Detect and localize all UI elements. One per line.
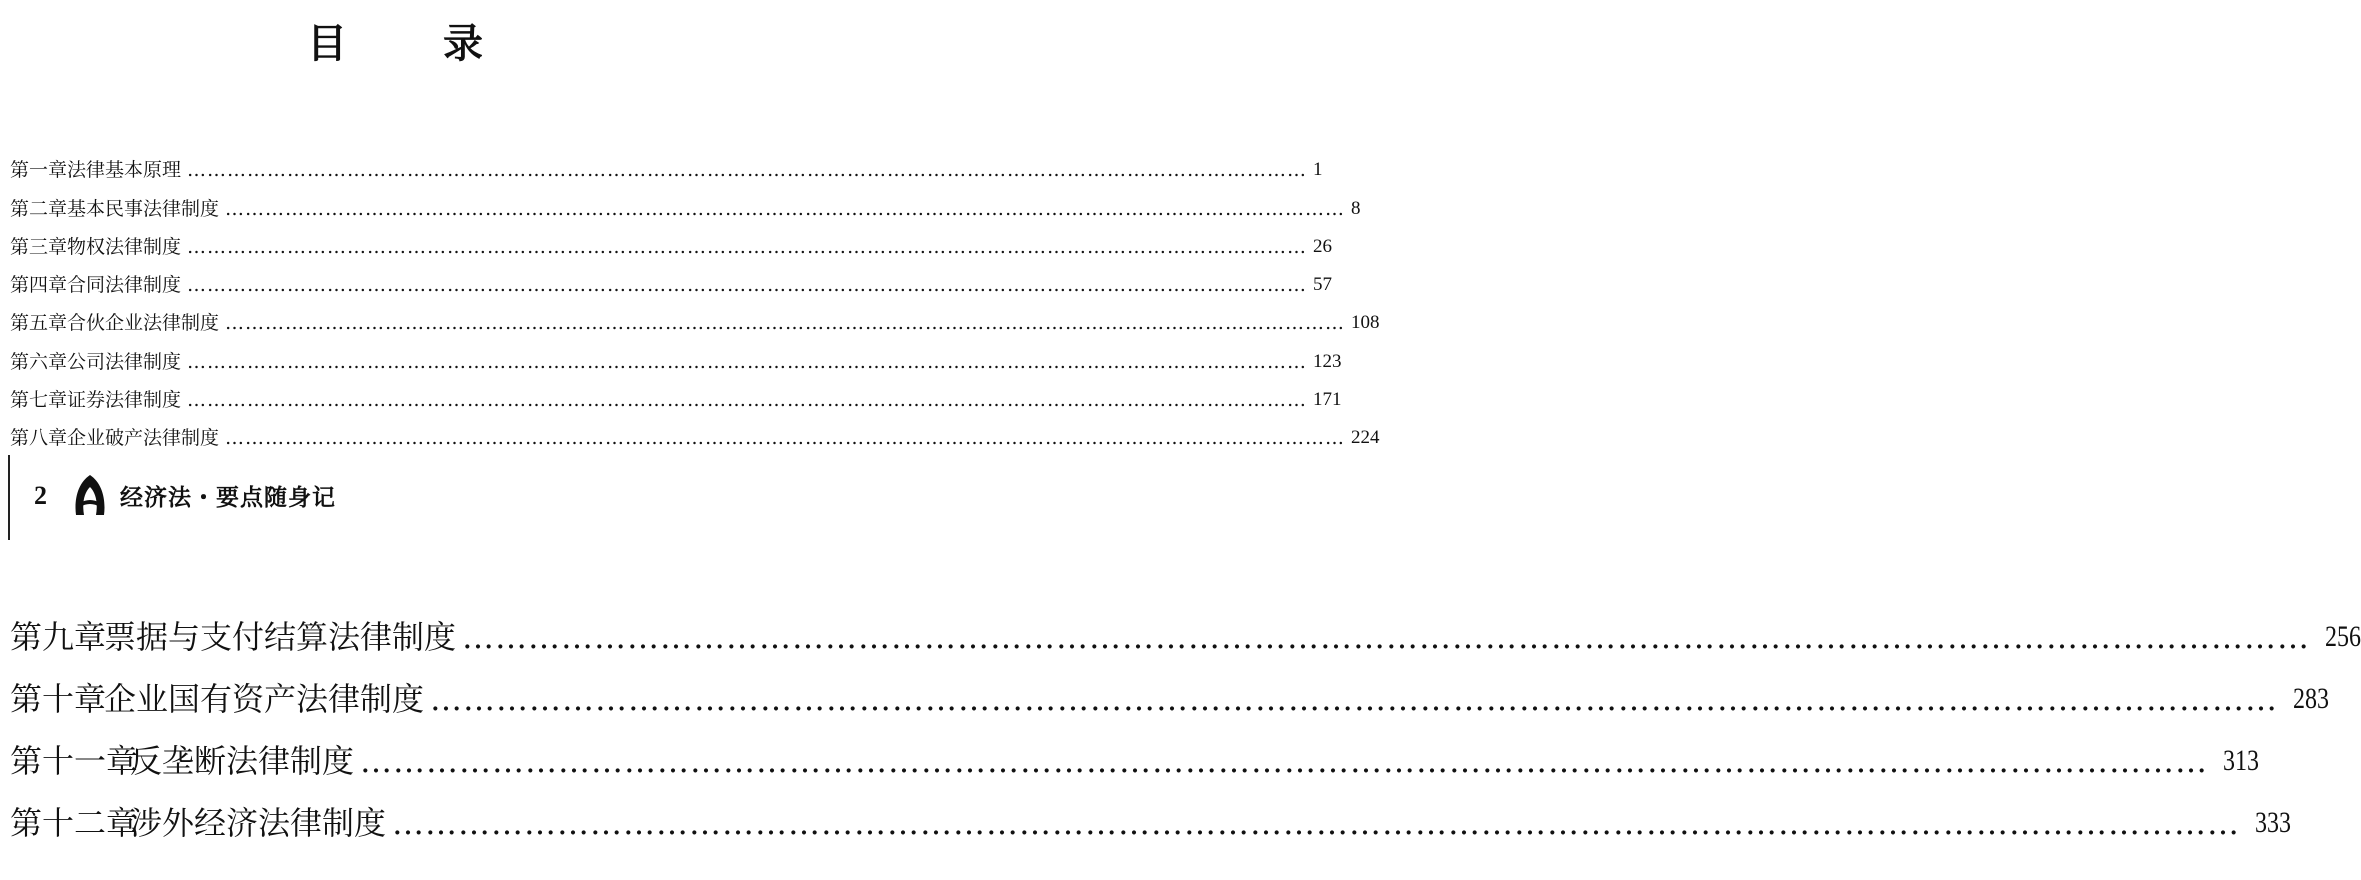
chapter-title: 证券法律制度 xyxy=(67,389,182,412)
leader-dots: …………………………………………………………………………………………………………………………………………………… xyxy=(462,618,2311,656)
header-page-number: 2 xyxy=(34,481,47,510)
toc-entry[interactable] xyxy=(10,412,1380,450)
chapter-number: 第二章 xyxy=(10,197,68,220)
chapter-number: 第九章 xyxy=(10,618,107,656)
leader-dots: …………………………………………………………………………………………………………………………………………………… xyxy=(187,389,1308,412)
toc-entry[interactable] xyxy=(10,259,1333,297)
page-number: 8 xyxy=(1351,197,1361,219)
chapter-number: 第十一章 xyxy=(10,742,139,780)
chapter-title: 企业破产法律制度 xyxy=(67,427,220,450)
leader-dots: …………………………………………………………………………………………………………………………………………………… xyxy=(225,427,1346,450)
chapter-number: 第五章 xyxy=(10,312,68,335)
leader-dots: …………………………………………………………………………………………………………………………………………………… xyxy=(430,680,2279,718)
running-header xyxy=(8,455,408,540)
chapter-title: 基本民事法律制度 xyxy=(67,197,220,220)
page-number: 57 xyxy=(1313,274,1333,296)
toc-list-top xyxy=(10,144,1380,450)
chapter-title: 公司法律制度 xyxy=(67,350,182,373)
toc-entry[interactable] xyxy=(10,335,1342,373)
chapter-number: 第三章 xyxy=(10,235,68,258)
leader-dots: …………………………………………………………………………………………………………………………………………………… xyxy=(360,742,2209,780)
leader-dots: …………………………………………………………………………………………………………………………………………………… xyxy=(225,197,1346,220)
chapter-title: 涉外经济法律制度 xyxy=(130,804,387,842)
leader-dots: …………………………………………………………………………………………………………………………………………………… xyxy=(187,274,1308,297)
page-number: 333 xyxy=(2255,806,2292,839)
toc-entry[interactable] xyxy=(10,781,2292,843)
chapter-title: 合同法律制度 xyxy=(67,274,182,297)
chapter-title: 票据与支付结算法律制度 xyxy=(104,618,457,656)
leader-dots: …………………………………………………………………………………………………………………………………………………… xyxy=(187,159,1308,182)
chapter-title: 法律基本原理 xyxy=(67,159,182,182)
chapter-number: 第六章 xyxy=(10,350,68,373)
toc-entry[interactable] xyxy=(10,221,1333,259)
toc-entry[interactable] xyxy=(10,719,2260,781)
toc-entry[interactable] xyxy=(10,657,2330,719)
chapter-number: 第八章 xyxy=(10,427,68,450)
title-char-1: 目 xyxy=(307,20,347,67)
toc-entry[interactable] xyxy=(10,595,2361,657)
page-number: 108 xyxy=(1351,312,1380,334)
leader-dots: …………………………………………………………………………………………………………………………………………………… xyxy=(225,312,1346,335)
leader-dots: …………………………………………………………………………………………………………………………………………………… xyxy=(392,804,2241,842)
chapter-number: 第十二章 xyxy=(10,804,139,842)
page-title xyxy=(0,20,790,68)
toc-list-bottom xyxy=(10,595,2361,843)
chapter-title: 物权法律制度 xyxy=(67,235,182,258)
chapter-number: 第一章 xyxy=(10,159,68,182)
header-rule xyxy=(8,455,10,540)
chapter-title: 企业国有资产法律制度 xyxy=(104,680,425,718)
book-logo-icon xyxy=(70,473,110,517)
chapter-number: 第四章 xyxy=(10,274,68,297)
leader-dots: …………………………………………………………………………………………………………………………………………………… xyxy=(187,235,1308,258)
chapter-title: 反垄断法律制度 xyxy=(130,742,355,780)
toc-entry[interactable] xyxy=(10,182,1361,220)
toc-entry[interactable] xyxy=(10,144,1323,182)
page-number: 313 xyxy=(2223,744,2260,777)
leader-dots: …………………………………………………………………………………………………………………………………………………… xyxy=(187,350,1308,373)
page-number: 283 xyxy=(2293,682,2330,715)
page-number: 224 xyxy=(1351,427,1380,449)
toc-entry[interactable] xyxy=(10,297,1380,335)
page-number: 26 xyxy=(1313,235,1333,257)
page-number: 1 xyxy=(1313,159,1323,181)
page-number: 171 xyxy=(1313,389,1342,411)
chapter-title: 合伙企业法律制度 xyxy=(67,312,220,335)
toc-entry[interactable] xyxy=(10,374,1342,412)
page-number: 256 xyxy=(2325,620,2361,653)
book-title: 经济法・要点随身记 xyxy=(120,485,336,511)
chapter-number: 第十章 xyxy=(10,680,107,718)
chapter-number: 第七章 xyxy=(10,389,68,412)
page-number: 123 xyxy=(1313,350,1342,372)
title-char-2: 录 xyxy=(443,20,483,67)
